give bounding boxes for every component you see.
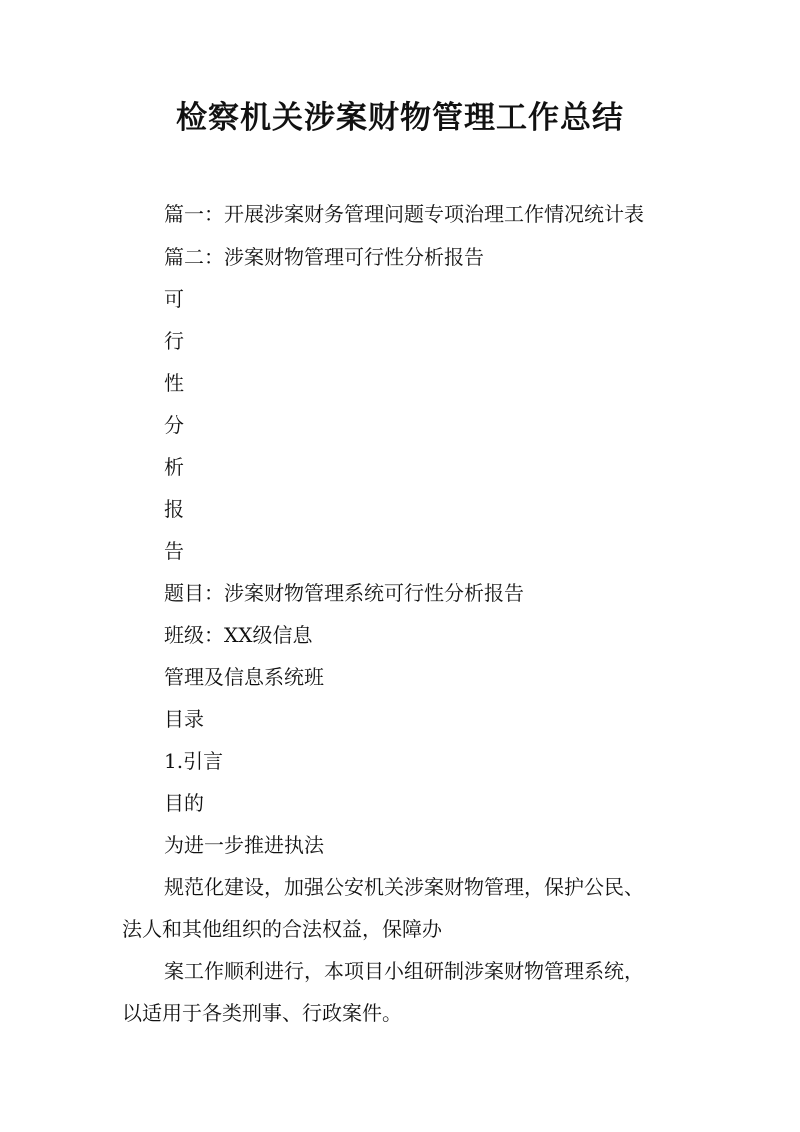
text-line: 篇二：涉案财物管理可行性分析报告 [164, 245, 484, 269]
text-line: 以适用于各类刑事、行政案件。 [122, 1001, 402, 1025]
text-line: 篇一：开展涉案财务管理问题专项治理工作情况统计表 [164, 202, 644, 226]
text-line: 班级：XX级信息 [164, 623, 313, 647]
text-line: 管理及信息系统班 [164, 665, 324, 689]
text-line: 法人和其他组织的合法权益，保障办 [122, 917, 442, 941]
text-line: 目的 [164, 791, 204, 815]
text-line: 案工作顺利进行，本项目小组研制涉案财物管理系统， [164, 959, 644, 983]
text-line: 析 [164, 455, 184, 479]
text-line: 性 [164, 371, 184, 395]
text-line: 目录 [164, 707, 204, 731]
text-line: 题目：涉案财物管理系统可行性分析报告 [164, 581, 524, 605]
text-line: 1.引言 [164, 749, 224, 773]
text-line: 规范化建设，加强公安机关涉案财物管理，保护公民、 [164, 875, 644, 899]
text-line: 行 [164, 329, 184, 353]
text-line: 分 [164, 413, 184, 437]
text-line: 告 [164, 539, 184, 563]
text-line: 为进一步推进执法 [164, 833, 324, 857]
text-line: 报 [164, 497, 184, 521]
text-line: 可 [164, 287, 184, 311]
document-title: 检察机关涉案财物管理工作总结 [176, 100, 624, 136]
